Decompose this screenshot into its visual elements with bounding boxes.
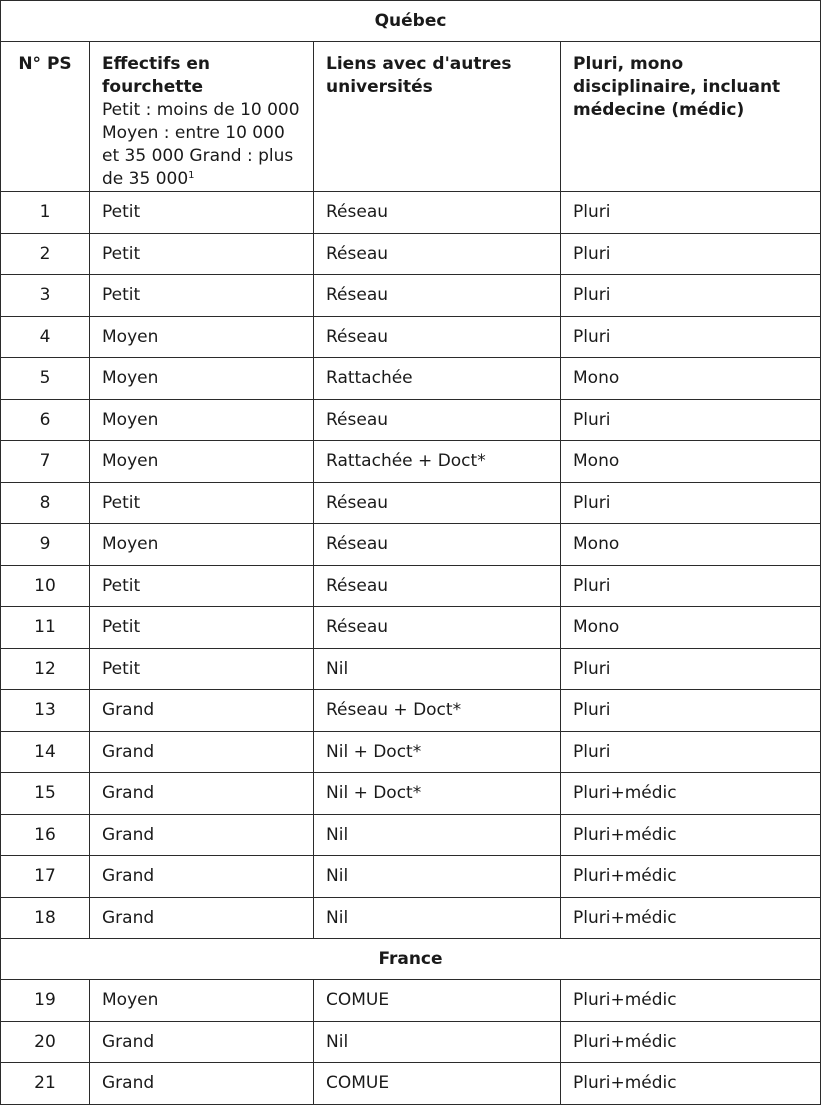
table-row <box>1 399 821 441</box>
cell-num: 18 <box>1 897 90 939</box>
cell-links: Réseau + Doct* <box>314 690 561 732</box>
table-row <box>1 690 821 732</box>
table-row <box>1 607 821 649</box>
cell-size: Moyen <box>90 441 314 483</box>
cell-size: Petit <box>90 648 314 690</box>
cell-disc: Pluri+médic <box>561 856 821 898</box>
section-header-quebec <box>1 1 821 42</box>
cell-links: Réseau <box>314 607 561 649</box>
cell-num: 17 <box>1 856 90 898</box>
cell-disc: Pluri <box>561 482 821 524</box>
cell-links: Réseau <box>314 565 561 607</box>
cell-num: 10 <box>1 565 90 607</box>
table-row <box>1 275 821 317</box>
cell-disc: Pluri+médic <box>561 773 821 815</box>
section-header-france <box>1 939 821 980</box>
cell-disc: Pluri+médic <box>561 814 821 856</box>
cell-num: 9 <box>1 524 90 566</box>
cell-links: Nil <box>314 897 561 939</box>
cell-size: Petit <box>90 275 314 317</box>
table-row <box>1 773 821 815</box>
table-row <box>1 856 821 898</box>
cell-size: Moyen <box>90 358 314 400</box>
section-title-france: France <box>1 939 821 980</box>
column-headers <box>1 42 821 192</box>
cell-disc: Mono <box>561 441 821 483</box>
table-row <box>1 980 821 1022</box>
cell-size: Petit <box>90 192 314 234</box>
cell-num: 6 <box>1 399 90 441</box>
table-row <box>1 482 821 524</box>
cell-num: 4 <box>1 316 90 358</box>
cell-disc: Pluri <box>561 690 821 732</box>
cell-size: Petit <box>90 607 314 649</box>
cell-disc: Mono <box>561 358 821 400</box>
cell-size: Grand <box>90 856 314 898</box>
header-effectifs-desc: Petit : moins de 10 000 Moyen : entre 10 000 et 35 000 Grand : plus de 35 $000^1$ <box>102 100 300 189</box>
cell-size: Grand <box>90 1021 314 1063</box>
cell-links: COMUE <box>314 980 561 1022</box>
table-row <box>1 1021 821 1063</box>
cell-num: 19 <box>1 980 90 1022</box>
cell-links: Nil <box>314 856 561 898</box>
cell-disc: Pluri <box>561 316 821 358</box>
cell-size: Moyen <box>90 980 314 1022</box>
cell-disc: Pluri <box>561 275 821 317</box>
table-row <box>1 358 821 400</box>
cell-disc: Pluri+médic <box>561 1063 821 1105</box>
cell-num: 7 <box>1 441 90 483</box>
cell-disc: Pluri <box>561 648 821 690</box>
table-row <box>1 316 821 358</box>
header-num-ps: N° PS <box>1 42 90 192</box>
cell-size: Grand <box>90 1063 314 1105</box>
cell-links: Nil + Doct* <box>314 773 561 815</box>
cell-num: 15 <box>1 773 90 815</box>
header-pluri: Pluri, mono disciplinaire, incluant médecine (médic) <box>561 42 821 192</box>
cell-num: 1 <box>1 192 90 234</box>
table-row <box>1 648 821 690</box>
cell-size: Petit <box>90 482 314 524</box>
cell-links: Réseau <box>314 233 561 275</box>
cell-disc: Pluri <box>561 192 821 234</box>
cell-disc: Pluri+médic <box>561 1021 821 1063</box>
cell-size: Grand <box>90 731 314 773</box>
cell-disc: Pluri <box>561 565 821 607</box>
cell-size: Petit <box>90 233 314 275</box>
cell-links: Réseau <box>314 524 561 566</box>
cell-size: Moyen <box>90 524 314 566</box>
cell-size: Grand <box>90 773 314 815</box>
cell-num: 13 <box>1 690 90 732</box>
cell-links: Rattachée + Doct* <box>314 441 561 483</box>
cell-size: Grand <box>90 814 314 856</box>
cell-num: 3 <box>1 275 90 317</box>
cell-num: 12 <box>1 648 90 690</box>
cell-links: Nil <box>314 814 561 856</box>
table-row <box>1 524 821 566</box>
cell-links: Réseau <box>314 275 561 317</box>
cell-size: Moyen <box>90 399 314 441</box>
cell-size: Grand <box>90 897 314 939</box>
cell-disc: Pluri+médic <box>561 897 821 939</box>
table-row <box>1 814 821 856</box>
france-rows <box>1 980 821 1105</box>
table-row <box>1 192 821 234</box>
cell-disc: Pluri <box>561 399 821 441</box>
cell-disc: Mono <box>561 607 821 649</box>
cell-num: 2 <box>1 233 90 275</box>
cell-links: Réseau <box>314 399 561 441</box>
quebec-rows <box>1 192 821 939</box>
table-row <box>1 1063 821 1105</box>
cell-num: 21 <box>1 1063 90 1105</box>
cell-size: Grand <box>90 690 314 732</box>
table-row <box>1 565 821 607</box>
table-row <box>1 731 821 773</box>
section-title-quebec: Québec <box>1 1 821 42</box>
cell-size: Petit <box>90 565 314 607</box>
france-section <box>1 939 821 980</box>
footnote-marker: 1 <box>188 170 195 181</box>
cell-links: COMUE <box>314 1063 561 1105</box>
cell-links: Nil <box>314 1021 561 1063</box>
cell-links: Réseau <box>314 482 561 524</box>
table-row <box>1 441 821 483</box>
cell-disc: Pluri <box>561 731 821 773</box>
cell-links: Rattachée <box>314 358 561 400</box>
cell-links: Réseau <box>314 192 561 234</box>
cell-disc: Pluri+médic <box>561 980 821 1022</box>
cell-num: 5 <box>1 358 90 400</box>
cell-links: Réseau <box>314 316 561 358</box>
header-effectifs <box>90 42 314 192</box>
table-row <box>1 233 821 275</box>
header-effectifs-title: Effectifs en fourchette <box>102 54 211 97</box>
cell-num: 20 <box>1 1021 90 1063</box>
cell-links: Nil <box>314 648 561 690</box>
table-row <box>1 897 821 939</box>
cell-num: 11 <box>1 607 90 649</box>
cell-num: 16 <box>1 814 90 856</box>
header-liens: Liens avec d'autres universités <box>314 42 561 192</box>
cell-disc: Mono <box>561 524 821 566</box>
cell-disc: Pluri <box>561 233 821 275</box>
cell-links: Nil + Doct* <box>314 731 561 773</box>
cell-size: Moyen <box>90 316 314 358</box>
cell-num: 8 <box>1 482 90 524</box>
cell-num: 14 <box>1 731 90 773</box>
